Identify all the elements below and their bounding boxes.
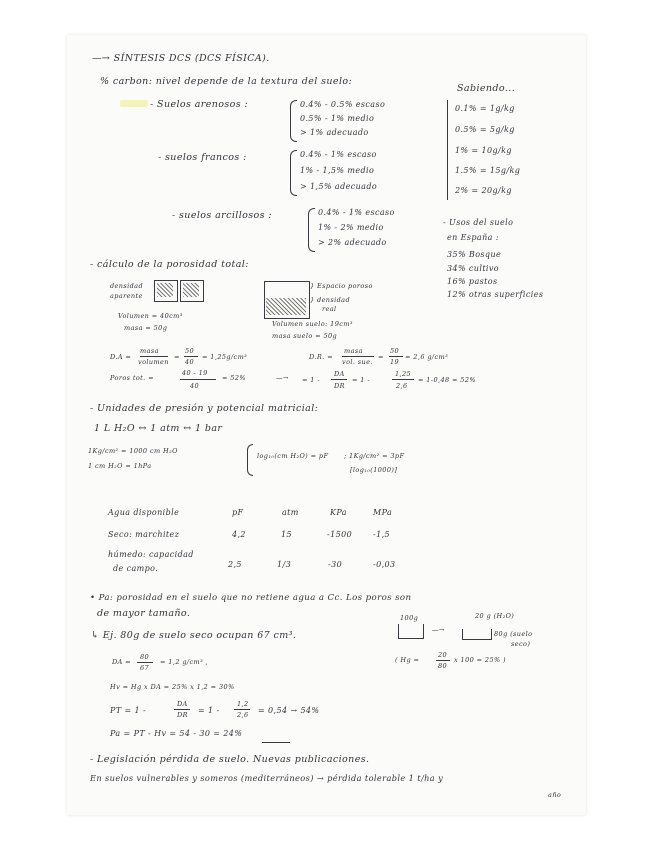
highlight-mark — [120, 100, 148, 107]
page-title: —→ SÍNTESIS DCS (DCS FÍSICA). — [92, 53, 270, 64]
presion-eq5: ; 1Kg/cm² = 3pF — [344, 452, 405, 460]
box-label: 80g (suelo — [494, 630, 533, 638]
pa-da-bot: 67 — [140, 664, 150, 672]
dr-prefix: D.R. = — [309, 353, 333, 361]
usos-1: - Usos del suelo — [443, 218, 514, 227]
poros-alt-result: = 1-0,48 = 52% — [418, 376, 476, 384]
year-label: año — [548, 791, 562, 799]
fraction-bar — [389, 356, 403, 357]
hg-prefix: ( Hg = — [395, 656, 420, 664]
conversion-5: 2% = 20g/kg — [455, 186, 512, 195]
poros-alt: = 1 - — [302, 376, 320, 384]
usos-2: en España : — [447, 233, 499, 242]
aparente-label: aparente — [110, 292, 143, 300]
suelos-francos-label: - suelos francos : — [158, 152, 247, 163]
table-header: KPa — [330, 508, 347, 517]
table-row-label: Seco: marchitez — [108, 530, 180, 539]
usos-3: 35% Bosque — [447, 250, 502, 259]
pt-mid: = 1 - — [198, 706, 220, 715]
sabiendo-note: Sabiendo... — [457, 83, 516, 94]
equals: = — [378, 353, 384, 361]
arcillosos-item-1: 0.4% - 1% escaso — [318, 208, 395, 217]
arenosos-item-1: 0.4% - 0.5% escaso — [300, 100, 386, 109]
poros-alt2: = 1 - — [352, 376, 370, 384]
conversion-2: 0.5% = 5g/kg — [455, 125, 515, 134]
brace — [290, 100, 297, 142]
poros-alt2-top: 1,25 — [395, 370, 412, 378]
pt-top: DA — [177, 700, 188, 708]
conversion-1: 0.1% = 1g/kg — [455, 104, 515, 113]
pt-prefix: PT = 1 - — [110, 706, 147, 715]
fraction-bar — [392, 379, 414, 380]
table-cell: 1/3 — [277, 560, 292, 569]
pa-line2: de mayor tamaño. — [97, 608, 191, 619]
usos-4: 34% cultivo — [447, 264, 500, 273]
table-row-label: húmedo: capacidad — [108, 550, 194, 559]
table-header: pF — [232, 508, 244, 517]
suelos-arenosos-label: - Suelos arenosos : — [150, 99, 249, 110]
real-label: real — [322, 305, 337, 313]
da-denominator: volumen — [138, 358, 169, 366]
carbon-line: % carbon: nivel depende de la textura del suelo: — [100, 76, 353, 87]
dr-value-top: 50 — [390, 347, 400, 355]
densidad-label: densidad — [110, 282, 144, 290]
arrow: —→ — [432, 626, 445, 634]
arcillosos-item-3: > 2% adecuado — [318, 238, 387, 247]
francos-item-1: 0.4% - 1% escaso — [300, 150, 377, 159]
arcillosos-item-2: 1% - 2% medio — [318, 223, 384, 232]
presion-eq3: 1 cm H₂O = 1hPa — [88, 462, 152, 470]
fraction-bar — [174, 709, 190, 710]
poros-denominator: 40 — [190, 382, 200, 390]
pa-line1: • Pa: porosidad en el suelo que no retiene agua a Cc. Los poros son — [90, 593, 412, 603]
conversion-3: 1% = 10g/kg — [455, 146, 512, 155]
fraction-bar — [436, 660, 450, 661]
pa-da-prefix: DA = — [112, 658, 132, 666]
equals: = — [174, 353, 180, 361]
table-header: Agua disponible — [108, 508, 180, 517]
pa-da-result: = 1,2 g/cm³ , — [160, 658, 209, 666]
hg-result: x 100 = 25% ) — [454, 656, 506, 664]
usos-6: 12% otras superficies — [447, 290, 544, 299]
hg-bot: 80 — [438, 662, 448, 670]
da-result: = 1,25g/cm³ — [202, 353, 248, 361]
arenosos-item-3: > 1% adecuado — [300, 128, 369, 137]
pa-result-line: Pa = PT - Hv = 54 - 30 = 24% — [110, 729, 243, 738]
dr-result: = 2,6 g/cm³ — [405, 353, 449, 361]
arrow: —→ — [276, 374, 289, 382]
hg-top: 20 — [438, 651, 448, 659]
container-diagram — [462, 629, 492, 640]
dr-denominator: vol. sue. — [342, 358, 373, 366]
fraction-bar — [140, 356, 168, 357]
brace — [290, 150, 297, 196]
poros-numerator: 40 - 19 — [182, 369, 208, 377]
conversion-4: 1.5% = 15g/kg — [455, 166, 521, 175]
container-diagram — [398, 624, 424, 639]
fraction-bar — [180, 379, 216, 380]
da-numerator: masa — [140, 347, 159, 355]
presion-eq2: 1Kg/cm² = 1000 cm H₂O — [88, 447, 178, 455]
francos-item-3: > 1,5% adecuado — [300, 182, 378, 191]
table-cell: 15 — [281, 530, 292, 539]
poros-alt-bot: DR — [334, 382, 345, 390]
da-prefix: D.A = — [110, 353, 132, 361]
table-row-label: de campo. — [113, 564, 159, 573]
soil-pattern — [157, 283, 173, 297]
soil-pattern — [266, 298, 306, 315]
fraction-bar — [184, 356, 198, 357]
table-cell: 2,5 — [228, 560, 242, 569]
dr-numerator: masa — [344, 347, 363, 355]
box-label: seco) — [511, 640, 531, 648]
table-cell: 4,2 — [232, 530, 246, 539]
presion-title: - Unidades de presión y potencial matricial: — [90, 403, 319, 414]
underline — [262, 742, 290, 743]
poros-alt-top: DA — [334, 370, 345, 378]
porosidad-title: - cálculo de la porosidad total: — [90, 259, 249, 270]
volumen-suelo-label: Volumen suelo: 19cm³ — [272, 320, 353, 328]
dr-value-bot: 19 — [390, 358, 400, 366]
masa-suelo-label: masa suelo = 50g — [272, 332, 338, 340]
pa-example: ↳ Ej. 80g de suelo seco ocupan 67 cm³. — [91, 630, 297, 641]
volumen-label: Volumen = 40cm³ — [118, 312, 183, 320]
densidad-real-label: } densidad — [310, 296, 351, 304]
pt-result: = 0,54 → 54% — [258, 706, 320, 715]
usos-5: 16% pastos — [447, 277, 498, 286]
table-cell: -0,03 — [373, 560, 396, 569]
table-cell: -1,5 — [373, 530, 391, 539]
hv-line: Hv = Hg x DA = 25% x 1,2 = 30% — [110, 683, 235, 691]
da-value-top: 50 — [185, 347, 195, 355]
presion-eq6: [log₁₀(1000)] — [350, 466, 398, 474]
box-label: 100g — [400, 614, 419, 622]
presion-eq1: 1 L H₂O ↔ 1 atm ↔ 1 bar — [94, 423, 223, 434]
legislacion-line: - Legislación pérdida de suelo. Nuevas publicaciones. — [90, 754, 370, 765]
soil-pattern — [183, 283, 199, 297]
table-header: MPa — [373, 508, 393, 517]
table-cell: -1500 — [327, 530, 353, 539]
table-header: atm — [282, 508, 299, 517]
poros-prefix: Poros tot. = — [110, 374, 154, 382]
pa-da-top: 80 — [140, 653, 150, 661]
table-cell: -30 — [328, 560, 343, 569]
pt-bot: DR — [177, 711, 188, 719]
divider — [447, 100, 448, 200]
espacio-poroso-label: } Espacio poroso — [310, 282, 373, 290]
poros-result: = 52% — [222, 374, 246, 382]
fraction-bar — [234, 709, 250, 710]
pt-bot2: 2,6 — [237, 711, 249, 719]
presion-eq4: log₁₀(cm H₂O) = pF — [257, 452, 329, 460]
brace — [247, 444, 253, 476]
fraction-bar — [137, 662, 153, 663]
erosion-line: En suelos vulnerables y someros (mediterráneos) → pérdida tolerable 1 t/ha y — [90, 773, 444, 783]
fraction-bar — [342, 356, 374, 357]
da-value-bot: 40 — [185, 358, 195, 366]
box-label: 20 g (H₂O) — [475, 612, 515, 620]
brace — [308, 208, 315, 252]
pt-top2: 1,2 — [237, 700, 249, 708]
arenosos-item-2: 0.5% - 1% medio — [300, 114, 375, 123]
poros-alt2-bot: 2,6 — [396, 382, 408, 390]
francos-item-2: 1% - 1,5% medio — [300, 166, 375, 175]
suelos-arcillosos-label: - suelos arcillosos : — [172, 210, 272, 221]
masa-label: masa = 50g — [124, 324, 168, 332]
fraction-bar — [331, 379, 347, 380]
